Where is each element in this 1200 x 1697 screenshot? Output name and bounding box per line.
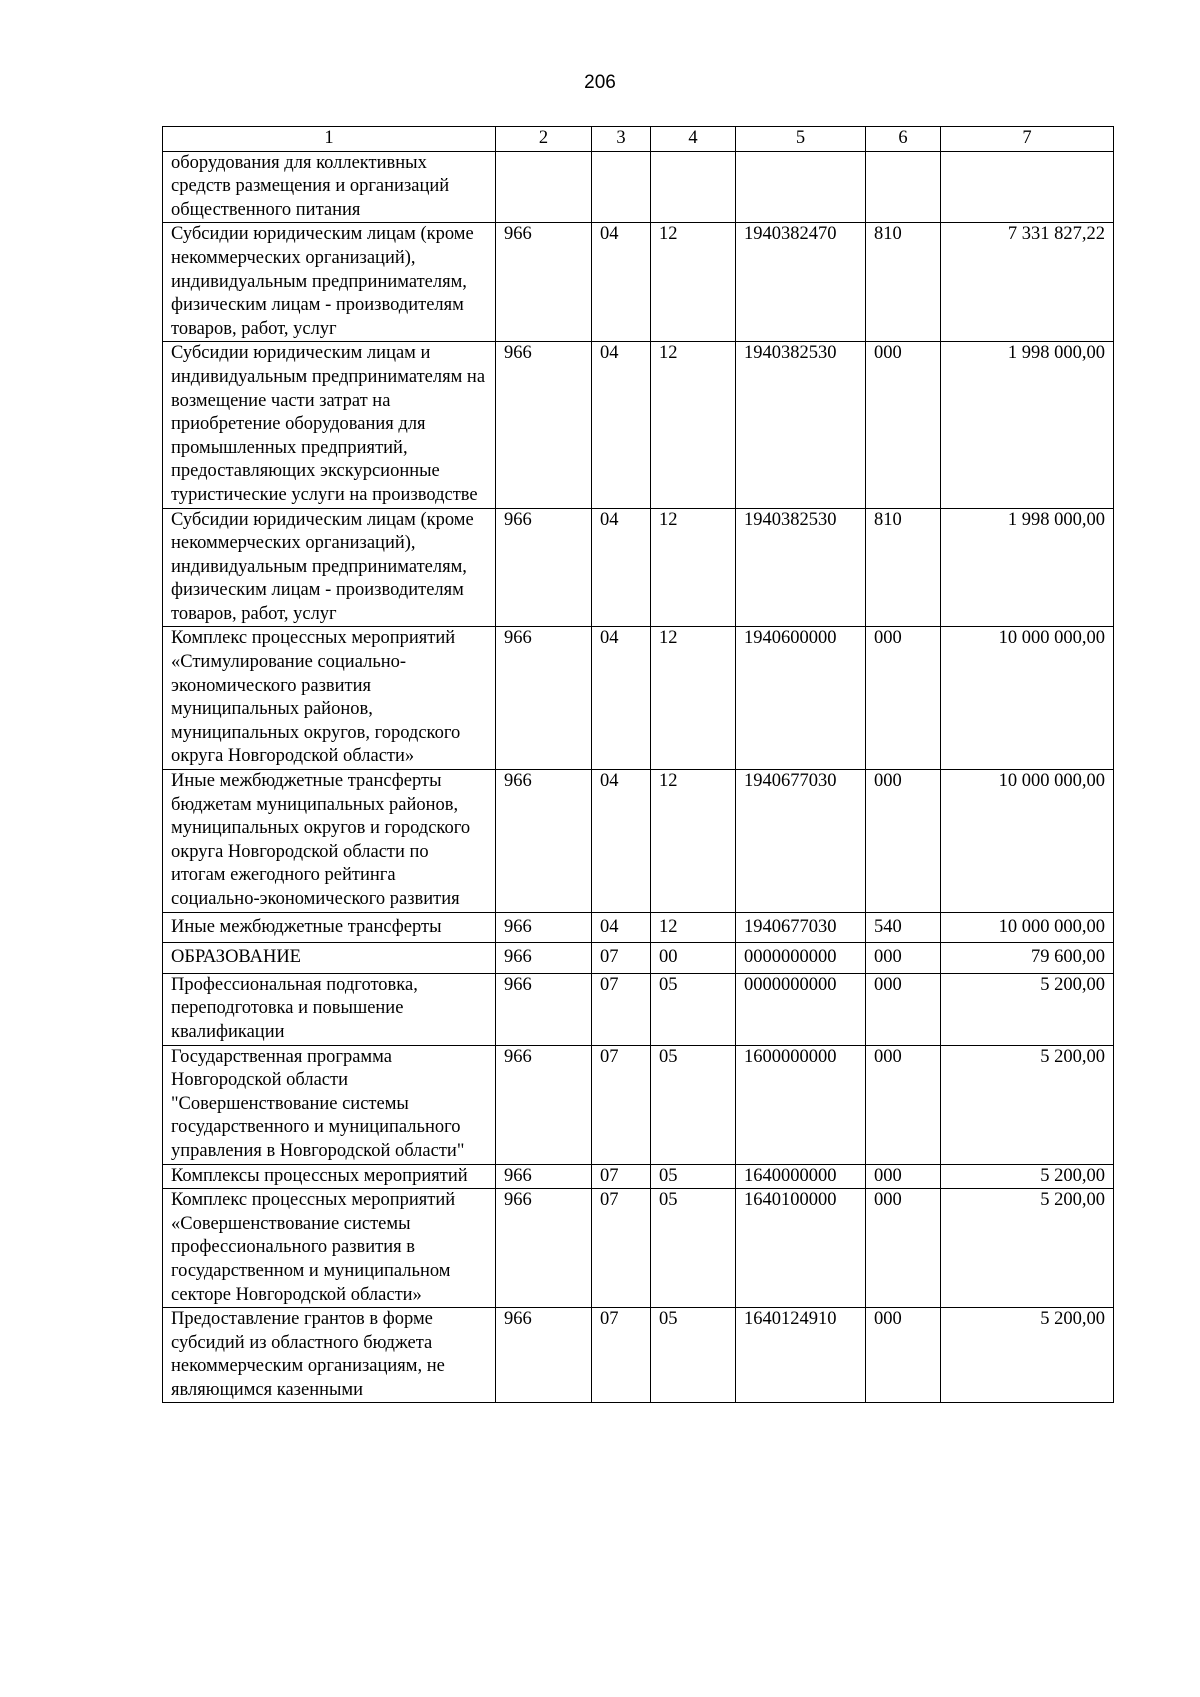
- table-row: [163, 770, 1114, 913]
- admin-code-cell: 966: [496, 627, 592, 770]
- target-article-cell: 0000000000: [736, 943, 866, 974]
- row-name-cell: Иные межбюджетные трансферты: [163, 912, 496, 943]
- expense-type-cell: [866, 151, 941, 223]
- amount-cell: 5 200,00: [941, 1189, 1114, 1308]
- section-code-cell: 04: [592, 508, 651, 627]
- subsection-code-cell: 05: [651, 973, 736, 1045]
- amount-cell: 10 000 000,00: [941, 770, 1114, 913]
- admin-code-cell: 966: [496, 1308, 592, 1403]
- column-header: 4: [651, 127, 736, 152]
- expense-type-cell: 000: [866, 1045, 941, 1164]
- admin-code-cell: 966: [496, 943, 592, 974]
- table-row: [163, 912, 1114, 943]
- table-row: [163, 627, 1114, 770]
- table-row: [163, 151, 1114, 223]
- section-code-cell: 07: [592, 1164, 651, 1189]
- expense-type-cell: 540: [866, 912, 941, 943]
- section-code-cell: 04: [592, 627, 651, 770]
- amount-cell: 5 200,00: [941, 1045, 1114, 1164]
- target-article-cell: 1640124910: [736, 1308, 866, 1403]
- admin-code-cell: 966: [496, 1189, 592, 1308]
- admin-code-cell: [496, 151, 592, 223]
- table-row: [163, 508, 1114, 627]
- expense-type-cell: 000: [866, 1164, 941, 1189]
- admin-code-cell: 966: [496, 1045, 592, 1164]
- section-code-cell: 07: [592, 973, 651, 1045]
- expense-type-cell: 000: [866, 1308, 941, 1403]
- subsection-code-cell: 05: [651, 1164, 736, 1189]
- subsection-code-cell: 12: [651, 223, 736, 342]
- table-row: [163, 342, 1114, 508]
- amount-cell: 10 000 000,00: [941, 912, 1114, 943]
- row-name-cell: Комплексы процессных мероприятий: [163, 1164, 496, 1189]
- section-code-cell: 04: [592, 342, 651, 508]
- table-row: [163, 1164, 1114, 1189]
- target-article-cell: 0000000000: [736, 973, 866, 1045]
- expense-type-cell: 000: [866, 627, 941, 770]
- subsection-code-cell: [651, 151, 736, 223]
- admin-code-cell: 966: [496, 223, 592, 342]
- amount-cell: 1 998 000,00: [941, 342, 1114, 508]
- row-name-cell: ОБРАЗОВАНИЕ: [163, 943, 496, 974]
- page-number: 206: [584, 72, 616, 93]
- section-code-cell: 07: [592, 943, 651, 974]
- subsection-code-cell: 05: [651, 1308, 736, 1403]
- row-name-cell: Иные межбюджетные трансферты бюджетам муниципальных районов, муниципальных округов и городского округа Новгородской области по итогам ежегодного рейтинга социально-экономического развития: [163, 770, 496, 913]
- row-name-cell: Предоставление грантов в форме субсидий из областного бюджета некоммерческим организациям, не являющимся казенными: [163, 1308, 496, 1403]
- amount-cell: 10 000 000,00: [941, 627, 1114, 770]
- expense-type-cell: 000: [866, 943, 941, 974]
- subsection-code-cell: 12: [651, 627, 736, 770]
- table-row: [163, 973, 1114, 1045]
- row-name-cell: Комплекс процессных мероприятий «Совершенствование системы профессионального развития в государственном и муниципальном секторе Новгородской области»: [163, 1189, 496, 1308]
- target-article-cell: 1640100000: [736, 1189, 866, 1308]
- target-article-cell: 1640000000: [736, 1164, 866, 1189]
- amount-cell: 5 200,00: [941, 1164, 1114, 1189]
- expense-type-cell: 000: [866, 770, 941, 913]
- subsection-code-cell: 12: [651, 770, 736, 913]
- target-article-cell: 1940382530: [736, 342, 866, 508]
- amount-cell: [941, 151, 1114, 223]
- amount-cell: 5 200,00: [941, 1308, 1114, 1403]
- section-code-cell: 07: [592, 1308, 651, 1403]
- subsection-code-cell: 05: [651, 1045, 736, 1164]
- target-article-cell: 1940382530: [736, 508, 866, 627]
- column-header: 5: [736, 127, 866, 152]
- target-article-cell: 1940382470: [736, 223, 866, 342]
- row-name-cell: Государственная программа Новгородской области "Совершенствование системы государственного и муниципального управления в Новгородской области": [163, 1045, 496, 1164]
- table-header-row: [163, 127, 1114, 152]
- target-article-cell: 1600000000: [736, 1045, 866, 1164]
- column-header: 1: [163, 127, 496, 152]
- subsection-code-cell: 12: [651, 342, 736, 508]
- section-code-cell: 04: [592, 912, 651, 943]
- section-code-cell: 04: [592, 770, 651, 913]
- admin-code-cell: 966: [496, 912, 592, 943]
- subsection-code-cell: 00: [651, 943, 736, 974]
- column-header: 7: [941, 127, 1114, 152]
- row-name-cell: Субсидии юридическим лицам и индивидуальным предпринимателям на возмещение части затрат на приобретение оборудования для промышленных предприятий, предоставляющих экскурсионные туристические услуги на производстве: [163, 342, 496, 508]
- target-article-cell: 1940600000: [736, 627, 866, 770]
- budget-table: [162, 126, 1114, 1403]
- section-code-cell: 07: [592, 1189, 651, 1308]
- admin-code-cell: 966: [496, 770, 592, 913]
- subsection-code-cell: 12: [651, 508, 736, 627]
- table-row: [163, 223, 1114, 342]
- row-name-cell: Комплекс процессных мероприятий «Стимулирование социально-экономического развития муниципальных районов, муниципальных округов, городского округа Новгородской области»: [163, 627, 496, 770]
- expense-type-cell: 810: [866, 223, 941, 342]
- row-name-cell: Субсидии юридическим лицам (кроме некоммерческих организаций), индивидуальным предпринимателям, физическим лицам - производителям товаров, работ, услуг: [163, 223, 496, 342]
- table-row: [163, 943, 1114, 974]
- section-code-cell: 07: [592, 1045, 651, 1164]
- admin-code-cell: 966: [496, 508, 592, 627]
- row-name-cell: оборудования для коллективных средств размещения и организаций общественного питания: [163, 151, 496, 223]
- subsection-code-cell: 12: [651, 912, 736, 943]
- section-code-cell: 04: [592, 223, 651, 342]
- expense-type-cell: 000: [866, 973, 941, 1045]
- table-row: [163, 1189, 1114, 1308]
- expense-type-cell: 000: [866, 342, 941, 508]
- row-name-cell: Профессиональная подготовка, переподготовка и повышение квалификации: [163, 973, 496, 1045]
- column-header: 2: [496, 127, 592, 152]
- target-article-cell: 1940677030: [736, 770, 866, 913]
- section-code-cell: [592, 151, 651, 223]
- admin-code-cell: 966: [496, 1164, 592, 1189]
- table-row: [163, 1308, 1114, 1403]
- column-header: 6: [866, 127, 941, 152]
- amount-cell: 1 998 000,00: [941, 508, 1114, 627]
- expense-type-cell: 000: [866, 1189, 941, 1308]
- amount-cell: 7 331 827,22: [941, 223, 1114, 342]
- row-name-cell: Субсидии юридическим лицам (кроме некоммерческих организаций), индивидуальным предпринимателям, физическим лицам - производителям товаров, работ, услуг: [163, 508, 496, 627]
- target-article-cell: [736, 151, 866, 223]
- amount-cell: 79 600,00: [941, 943, 1114, 974]
- column-header: 3: [592, 127, 651, 152]
- table-row: [163, 1045, 1114, 1164]
- subsection-code-cell: 05: [651, 1189, 736, 1308]
- amount-cell: 5 200,00: [941, 973, 1114, 1045]
- admin-code-cell: 966: [496, 342, 592, 508]
- target-article-cell: 1940677030: [736, 912, 866, 943]
- expense-type-cell: 810: [866, 508, 941, 627]
- admin-code-cell: 966: [496, 973, 592, 1045]
